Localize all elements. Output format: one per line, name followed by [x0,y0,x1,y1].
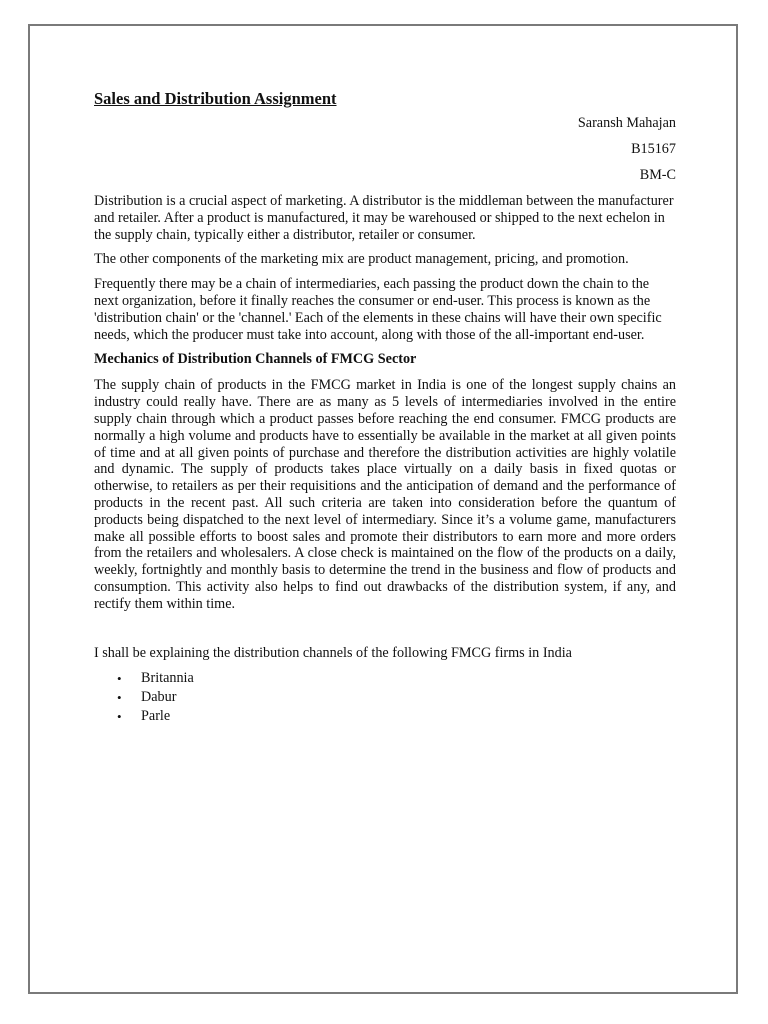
bullet-icon: • [117,690,122,706]
bullet-icon: • [117,671,122,687]
roll-number: B15167 [631,141,676,157]
list-item [117,688,676,707]
list-item [117,669,676,688]
paragraph-fmcg-supply-chain: The supply chain of products in the FMCG market in India is one of the longest supply chains an industry could really have. There are as many as 5 levels of intermediaries involved in the entire supply chain through which a product passes before reaching the end consumer. FMCG products are normally a high volume and products have to essentially be available in the market at all given points of time and at all given points of purchase and therefore the distribution activities are highly volatile and dynamic. The supply of products takes place virtually on a daily basis in fixed quotas or otherwise, to retailers as per their requisitions and the anticipation of demand and the performance of products in the recent past. All such criteria are taken into consideration before the quantum of products being dispatched to the next level of intermediary. Since it’s a volume game, manufacturers make all possible efforts to boost sales and promote their distributors to earn more and more orders from the retailers and wholesalers. A close check is maintained on the flow of the products on a daily, weekly, fortnightly and monthly basis to determine the trend in the business and flow of products and consumption. This activity also helps to find out drawbacks of the distribution system, if any, and rectify them within time. [94,377,676,612]
paragraph-marketing-mix: The other components of the marketing mix are product management, pricing, and promotion. [94,251,629,268]
firm-name: Britannia [141,670,194,687]
firm-name: Dabur [141,689,177,706]
firm-name: Parle [141,708,171,725]
author-name: Saransh Mahajan [577,115,676,131]
paragraph-distribution: Distribution is a crucial aspect of marketing. A distributor is the middleman between the manufacturer and retailer. After a product is manufactured, it may be warehoused or shipped to the next echelon in the supply chain, typically either a distributor, retailer or consumer. [94,193,674,243]
section-heading: Mechanics of Distribution Channels of FMCG Sector [94,351,417,368]
document-title: Sales and Distribution Assignment [94,89,337,108]
section-label: BM-C [639,167,676,183]
paragraph-intermediaries: Frequently there may be a chain of intermediaries, each passing the product down the chain to the next organization, before it finally reaches the consumer or end-user. This process is known as the 'distribution chain' or the 'channel.' Each of the elements in these chains will have their own specific needs, which the producer must take into account, along with those of the all-important end-user. [94,276,662,343]
spacer [94,621,676,645]
document-page [28,24,738,994]
list-item [117,707,676,726]
intro-line: I shall be explaining the distribution channels of the following FMCG firms in India [94,644,572,661]
bullet-icon: • [117,709,122,725]
document-content [94,89,676,726]
firm-list [94,669,676,726]
